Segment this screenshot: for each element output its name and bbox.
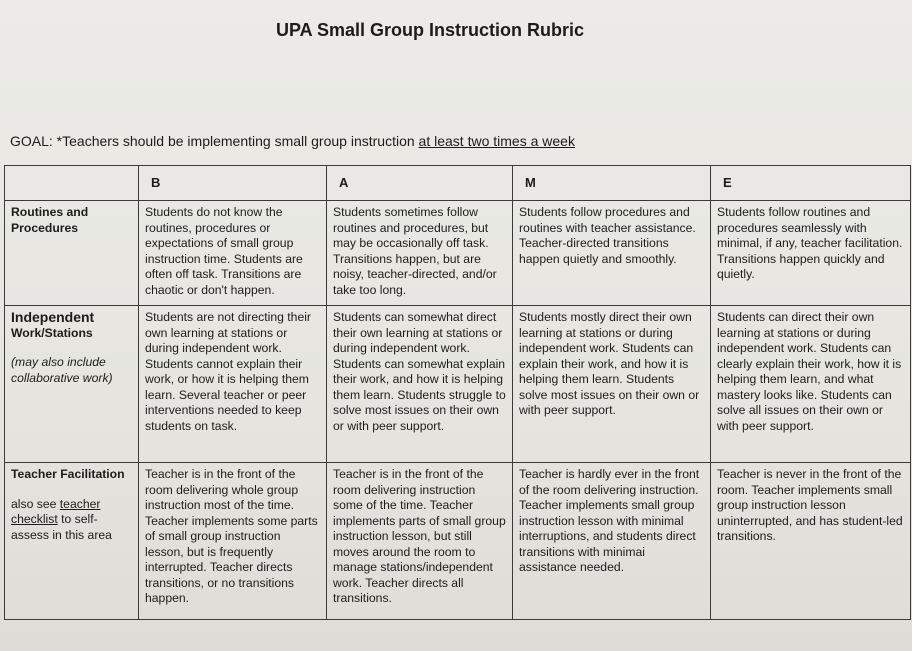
cell-facilitation-b: Teacher is in the front of the room delivering whole group instruction most of the time. Teacher implements some parts of small group instruction lesson, but is frequently interrupted. Teacher directs transitions, or no transitions happen.	[139, 463, 327, 620]
row-label-independent-note: (may also include collaborative work)	[11, 355, 113, 385]
cell-routines-e: Students follow routines and procedures seamlessly with minimal, if any, teacher facilitation. Transitions happen quickly and quietly.	[711, 201, 911, 306]
header-blank	[5, 166, 139, 201]
table-row	[5, 306, 911, 463]
rubric-table	[4, 165, 911, 620]
cell-routines-b: Students do not know the routines, procedures or expectations of small group instruction time. Students are often off task. Transitions are chaotic or don't happen.	[139, 201, 327, 306]
teacher-checklist-link[interactable]: teacher checklist	[11, 496, 101, 526]
cell-independent-m: Students mostly direct their own learning at stations or during independent work. Students can explain their work, and how it is helping them learn. Students solve most issues on their own or with peer support.	[513, 306, 711, 463]
row-label-routines: Routines and Procedures	[5, 201, 139, 306]
goal-frequency: at least two times a week	[418, 133, 575, 149]
cell-routines-m: Students follow procedures and routines with teacher assistance. Teacher-directed transitions happen quietly and smoothly.	[513, 201, 711, 306]
row-label-facilitation-title: Teacher Facilitation	[11, 467, 125, 481]
cell-facilitation-a: Teacher is in the front of the room delivering instruction some of the time. Teacher implements parts of small group instruction lesson, but still moves around the room to manage stations/independent work. Teacher directs all transitions.	[327, 463, 513, 620]
cell-facilitation-m: Teacher is hardly ever in the front of the room delivering instruction. Teacher implements small group instruction lesson with minimal interruptions, and students direct transitions with minimai assistance needed.	[513, 463, 711, 620]
goal-text: GOAL: *Teachers should be implementing small group instruction	[10, 133, 419, 149]
header-m: M	[513, 166, 711, 201]
row-label-independent	[5, 306, 139, 463]
cell-independent-b: Students are not directing their own learning at stations or during independent work. Students cannot explain their work, or how it is helping them learn. Several teacher or peer interventions needed to keep students on task.	[139, 306, 327, 463]
cell-facilitation-e: Teacher is never in the front of the room. Teacher implements small group instruction lesson uninterrupted, and has student-led transitions.	[711, 463, 911, 620]
page-title: UPA Small Group Instruction Rubric	[275, 20, 585, 40]
goal-statement	[10, 133, 575, 149]
header-b: B	[139, 166, 327, 201]
row-label-facilitation	[5, 463, 139, 620]
cell-routines-a: Students sometimes follow routines and procedures, but may be occasionally off task. Transitions happen, but are noisy, teacher-directed, and/or take too long.	[327, 201, 513, 306]
table-row	[5, 201, 911, 306]
table-row	[5, 463, 911, 620]
header-row	[5, 166, 911, 201]
row-label-independent-subtitle: Work/Stations	[11, 325, 93, 340]
cell-independent-a: Students can somewhat direct their own learning at stations or during independent work. Students can somewhat explain their work, and how it is helping them learn. Students struggle to solve most issues on their own or with peer support.	[327, 306, 513, 463]
row-label-facilitation-note: also see teacher checklist to self-assess in this area	[11, 496, 112, 542]
header-a: A	[327, 166, 513, 201]
cell-independent-e: Students can direct their own learning at stations or during independent work. Students can clearly explain their work, how it is helping them learn, and what mastery looks like. Students can solve all issues on their own or with peer support.	[711, 306, 911, 463]
row-label-independent-title: Independent	[11, 309, 95, 325]
header-e: E	[711, 166, 911, 201]
